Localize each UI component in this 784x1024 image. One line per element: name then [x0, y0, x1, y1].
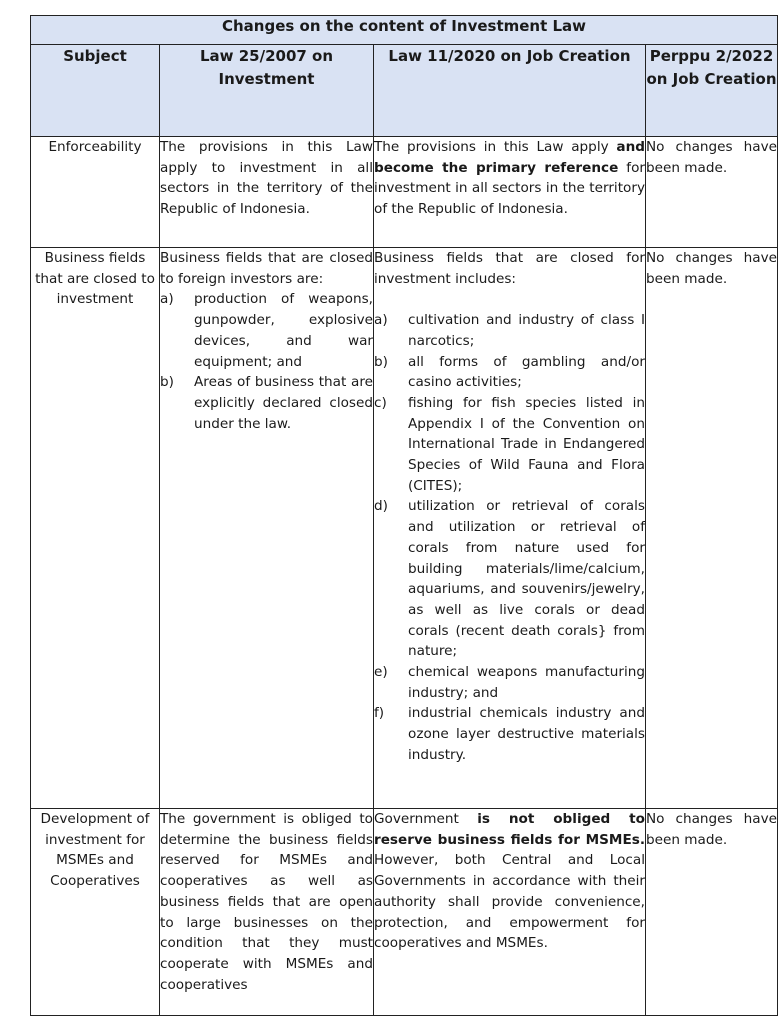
list-item	[374, 496, 645, 662]
list-marker: b)	[374, 353, 388, 370]
law-2007-cell: The provisions in this Law apply to investment in all sectors in the territory of the Republic of Indonesia.	[160, 137, 374, 248]
list-item	[374, 352, 645, 393]
column-header-subject: Subject	[31, 45, 160, 137]
list-item	[374, 310, 645, 351]
list-marker: c)	[374, 394, 387, 411]
list-marker: a)	[160, 291, 174, 308]
law-2007-cell: The government is obliged to determine the business fields reserved for MSMEs and cooperatives as well as business fields that are open to large businesses on the condition that they must cooperate with MSMEs and cooperatives	[160, 809, 374, 1016]
column-header-perppu-2-2022: Perppu 2/2022 on Job Creation	[646, 45, 778, 137]
text-segment: Government	[374, 811, 478, 827]
list-text: chemical weapons manufacturing industry; and	[408, 664, 645, 701]
emphasis-text: and become the primary reference	[374, 139, 645, 176]
list-item	[374, 703, 645, 765]
list-marker: b)	[160, 374, 174, 391]
text-segment: for investment in all sectors in the territory of the Republic of Indonesia.	[374, 159, 645, 218]
law-2007-cell	[160, 248, 374, 809]
closed-fields-list	[374, 310, 645, 765]
header-row	[31, 45, 778, 137]
list-item	[374, 662, 645, 703]
perppu-cell: No changes have been made.	[646, 248, 778, 809]
list-item	[160, 372, 373, 434]
table-title: Changes on the content of Investment Law	[31, 16, 778, 45]
list-marker: e)	[374, 664, 388, 681]
list-marker: f)	[374, 705, 385, 722]
investment-law-comparison-table	[30, 15, 778, 1016]
law-2020-cell	[374, 137, 646, 248]
table-row	[31, 137, 778, 248]
subject-cell: Business fields that are closed to investment	[31, 248, 160, 809]
subject-cell: Enforceability	[31, 137, 160, 248]
law-2020-cell	[374, 248, 646, 809]
list-intro: Business fields that are closed to foreign investors are:	[160, 250, 373, 287]
title-row	[31, 16, 778, 45]
perppu-cell: No changes have been made.	[646, 809, 778, 1016]
column-header-law-11-2020: Law 11/2020 on Job Creation	[374, 45, 646, 137]
table-row	[31, 248, 778, 809]
list-marker: a)	[374, 312, 388, 329]
list-item	[374, 393, 645, 497]
list-text: fishing for fish species listed in Appendix I of the Convention on International Trade in Endangered Species of Wild Fauna and Flora (CITES);	[408, 394, 645, 494]
text-segment: The provisions in this Law apply	[374, 139, 617, 155]
list-text: production of weapons, gunpowder, explosive devices, and war equipment; and	[194, 291, 373, 370]
closed-fields-list	[160, 289, 373, 434]
emphasis-text: is not obliged to reserve business fields for MSMEs.	[374, 811, 645, 848]
list-text: Areas of business that are explicitly declared closed under the law.	[194, 374, 373, 432]
law-2020-cell	[374, 809, 646, 1016]
spacer	[374, 289, 645, 310]
table-row	[31, 809, 778, 1016]
list-text: all forms of gambling and/or casino activities;	[408, 353, 645, 391]
list-intro: Business fields that are closed for investment includes:	[374, 250, 645, 287]
text-segment: However, both Central and Local Governments in accordance with their authority shall provide convenience, protection, and empowerment for cooperatives and MSMEs.	[374, 852, 645, 952]
subject-cell: Development of investment for MSMEs and Cooperatives	[31, 809, 160, 1016]
list-marker: d)	[374, 498, 388, 515]
list-text: cultivation and industry of class I narcotics;	[408, 312, 645, 349]
list-text: industrial chemicals industry and ozone layer destructive materials industry.	[408, 705, 645, 763]
list-item	[160, 289, 373, 372]
perppu-cell: No changes have been made.	[646, 137, 778, 248]
list-text: utilization or retrieval of corals and utilization or retrieval of corals from nature used for building materials/lime/calcium, aquariums, and souvenirs/jewelry, as well as live corals or dead corals (recent death corals} from nature;	[408, 498, 645, 660]
column-header-law-25-2007: Law 25/2007 on Investment	[160, 45, 374, 137]
